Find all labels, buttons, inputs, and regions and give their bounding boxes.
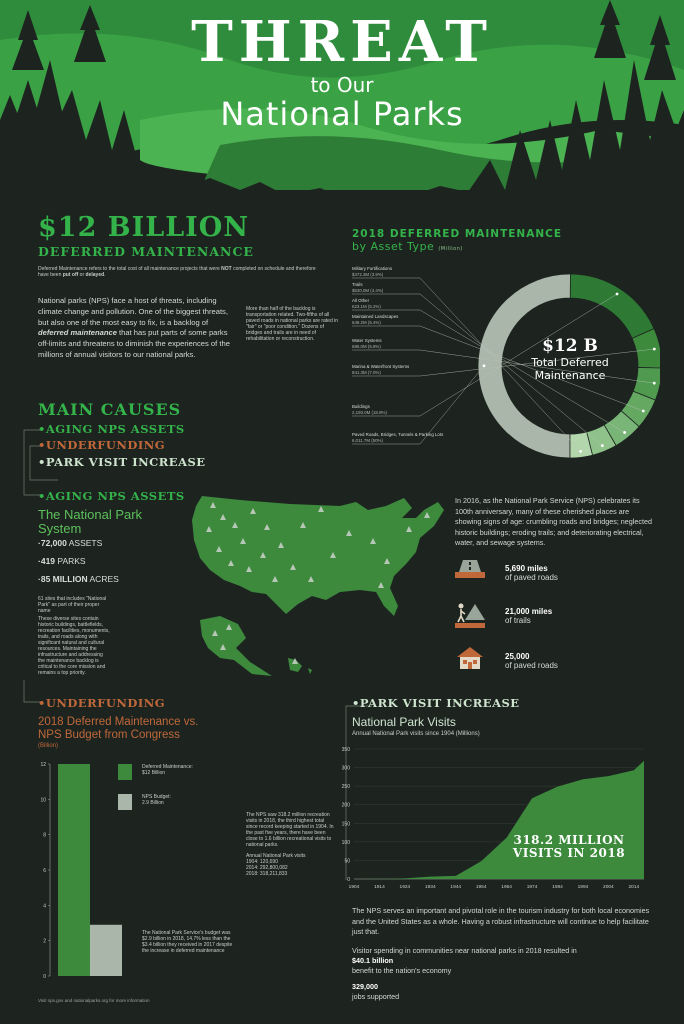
- transport-note: More than half of the backlog is transportation related. Two-fifths of all paved roads in national parks are rated in "fair" or "poor condition." Dozens of bridges and trails are in need of rehabilitation or reconstruction.: [246, 306, 339, 342]
- spending-label: benefit to the nation's economy: [352, 966, 452, 975]
- def-text-2: completed on schedule and therefore have been: [38, 266, 316, 278]
- visits-note: [246, 812, 336, 877]
- donut-center-line1: Total Deferred: [531, 356, 609, 369]
- donut-category-label: Buildings: [352, 404, 370, 409]
- spending-block: [352, 946, 652, 1002]
- legend-dm-value: $12 Billion: [142, 770, 166, 776]
- visits-title: •PARK VISIT INCREASE: [352, 696, 520, 710]
- visits-chart-title: National Park Visits: [352, 715, 456, 729]
- area-y-tick-label: 300: [341, 765, 350, 772]
- donut-value-label: $530.0M (4.4%): [352, 288, 384, 293]
- cause-underfunding-label: UNDERFUNDING: [45, 438, 166, 452]
- bar-y-tick-label: 0: [43, 974, 46, 980]
- legend-dm-label: Deferred Maintenance:: [142, 764, 193, 770]
- budget-bar-chart: [30, 758, 140, 984]
- def-put-off: put off: [62, 272, 79, 278]
- stat-parks: ·419 PARKS: [38, 556, 86, 566]
- asset-chart-title: [352, 228, 562, 253]
- visits-callout-num: 318.2 MILLION: [513, 833, 625, 847]
- underfunding-title-label: UNDERFUNDING: [45, 696, 166, 710]
- budget-note: The National Park Service's budget was $2.9 billion in 2018, 14.7% less than the $3.4 billion they received in 2017 despite the increase in deferred maintenance: [142, 930, 233, 954]
- stat-acres-label: ACRES: [89, 574, 119, 584]
- area-x-tick-label: 2004: [603, 885, 614, 890]
- stat-acres-num: 85 MILLION: [40, 574, 88, 584]
- fact-roads: [505, 564, 558, 582]
- visits-list-item: 1904: 120,690: [246, 859, 278, 865]
- donut-leader-dot: [616, 293, 619, 296]
- fact-roads-label: of paved roads: [505, 573, 558, 582]
- donut-leader-dot: [653, 348, 656, 351]
- legend-dm-swatch: [118, 764, 132, 780]
- donut-value-label: 649.2M (5.4%): [352, 320, 381, 325]
- footer-note: Visit nps.gov and nationalparks.org for more information: [38, 998, 150, 1003]
- intro-emphasis: deferred maintenance: [38, 328, 117, 338]
- fact-trails-num: 21,000 miles: [505, 607, 553, 616]
- stat-assets: ·72,000 ASSETS: [38, 538, 103, 548]
- area-x-tick-label: 1984: [552, 885, 563, 890]
- donut-category-label: Maintained Landscapes: [352, 314, 399, 319]
- stat-assets-label: ASSETS: [68, 538, 103, 548]
- donut-center-amount: $12 B: [542, 336, 598, 356]
- budget-chart-title: [38, 716, 198, 750]
- bar-y-tick-label: 10: [40, 797, 46, 804]
- area-x-tick-label: 1934: [424, 885, 436, 890]
- aging-intro: In 2016, as the National Park Service (NPS) celebrates its 100th anniversary, many of these cherished places are showing signs of age: crumbling roads and bridges; neglected historic buildings; eroding trails; and deteriorating electrical, water, and sewage systems.: [455, 496, 652, 547]
- area-y-tick-label: 200: [341, 802, 350, 809]
- visits-body: The NPS serves an important and pivotal role in the tourism industry for both local economies and the United States as a whole. Having a robust infrastructure will continue to help facilitate just that.: [352, 906, 650, 936]
- title-threat: THREAT: [191, 9, 493, 75]
- visits-callout: [504, 834, 634, 860]
- donut-category-label: Military Fortifications: [352, 266, 393, 271]
- cause-visits-label: PARK VISIT INCREASE: [45, 455, 206, 469]
- donut-leader-dot: [579, 450, 582, 453]
- hiker-icon: [455, 600, 485, 628]
- def-text-1: Deferred Maintenance refers to the total cost of all maintenance projects that were: [38, 266, 222, 272]
- road-icon: [455, 560, 485, 584]
- deferred-amount: $12 BILLION: [38, 212, 250, 243]
- sites-note: 61 sites that includes "National Park" as part of their proper name: [38, 596, 107, 614]
- donut-center: [500, 336, 640, 382]
- area-y-tick-label: 0: [347, 877, 350, 883]
- visits-callout-label: VISITS IN 2018: [512, 846, 626, 860]
- aging-title-label: AGING NPS ASSETS: [45, 489, 185, 503]
- fact-buildings-num: 25,000: [505, 652, 530, 661]
- area-y-tick-label: 150: [341, 821, 350, 828]
- area-x-tick-label: 1904: [348, 885, 360, 890]
- fact-trails-label: of trails: [505, 616, 531, 625]
- cause-aging: •AGING NPS ASSETS: [38, 422, 185, 436]
- bar-y-tick-label: 6: [43, 868, 46, 874]
- bar-y-tick-label: 12: [40, 762, 46, 768]
- budget-bar: [90, 925, 122, 976]
- park-system-line1: The National Park: [38, 507, 143, 522]
- main-causes-title: MAIN CAUSES: [38, 400, 182, 419]
- jobs-num: 329,000: [352, 982, 378, 991]
- asset-title-unit: (Million): [438, 246, 463, 252]
- deferred-definition: [38, 266, 318, 278]
- area-x-tick-label: 1924: [399, 885, 411, 890]
- donut-category-label: Marina & Waterfront Systems: [352, 364, 410, 369]
- visits-list-item: 2014: 292,800,082: [246, 865, 288, 871]
- spending-intro: Visitor spending in communities near national parks in 2018 resulted in: [352, 946, 577, 955]
- area-y-tick-label: 100: [341, 839, 350, 846]
- donut-category-label: Trails: [352, 282, 363, 287]
- donut-leader-dot: [601, 444, 604, 447]
- title-to-our: to Our: [310, 73, 374, 97]
- area-x-tick-label: 2014: [628, 885, 640, 890]
- spending-num: $40.1 billion: [352, 956, 394, 965]
- park-system-title: [38, 508, 142, 536]
- cause-aging-label: AGING NPS ASSETS: [45, 422, 185, 436]
- donut-leader-dot: [623, 431, 626, 434]
- bar-y-tick-label: 4: [43, 903, 46, 910]
- legend-budget: [142, 794, 171, 806]
- donut-value-label: $472.3M (3.9%): [352, 272, 384, 277]
- def-delayed: delayed: [85, 272, 105, 278]
- fact-trails: [505, 607, 552, 625]
- jobs-label: jobs supported: [352, 992, 400, 1001]
- stat-parks-num: 419: [40, 556, 56, 566]
- asset-title-line2: by Asset Type: [352, 240, 435, 253]
- fact-buildings: [505, 652, 558, 670]
- area-x-tick-label: 1994: [577, 885, 589, 890]
- visits-list-title: Annual National Park visits: [246, 853, 306, 859]
- donut-value-label: 841.3M (7.0%): [352, 370, 381, 375]
- area-x-tick-label: 1964: [501, 885, 512, 890]
- budget-title-line2: NPS Budget from Congress: [38, 729, 180, 741]
- stat-acres: ·85 MILLION ACRES: [38, 574, 119, 584]
- aging-title: •AGING NPS ASSETS: [38, 489, 185, 503]
- donut-value-label: 6,011.7M (50%): [352, 438, 383, 443]
- def-or: or: [78, 272, 86, 278]
- donut-slice: [570, 274, 654, 338]
- visits-area: [354, 761, 644, 879]
- budget-title-line1: 2018 Deferred Maintenance vs.: [38, 716, 199, 728]
- us-map: [180, 488, 450, 688]
- intro-paragraph: [38, 296, 240, 361]
- budget-title-unit: (Billion): [38, 743, 59, 749]
- asset-title-line1: 2018 DEFERRED MAINTENANCE: [352, 228, 563, 240]
- title-national-parks: National Parks: [220, 95, 464, 133]
- stat-parks-label: PARKS: [57, 556, 86, 566]
- donut-category-label: All Other: [352, 298, 370, 303]
- bar-y-tick-label: 2: [43, 938, 46, 945]
- stat-assets-num: 72,000: [40, 538, 67, 548]
- area-y-tick-label: 250: [341, 784, 350, 791]
- park-system-line2: System: [38, 521, 82, 536]
- donut-value-label: 2,193.0M (18.8%): [352, 410, 387, 415]
- area-y-tick-label: 350: [341, 747, 350, 753]
- donut-leader-dot: [653, 382, 656, 385]
- donut-category-label: Water Systems: [352, 338, 382, 343]
- diverse-note: These diverse sites contain historic buildings, battlefields, recreation facilities, monuments, trails, and roads along with significant natural and cultural resources. Maintaining the infrastructure and addressing the maintenance backlog is critical to the core mission and remains a top priority.: [38, 616, 110, 676]
- legend-budget-swatch: [118, 794, 132, 810]
- cause-visits: •PARK VISIT INCREASE: [38, 455, 206, 469]
- visits-list-item: 2018: 318,211,833: [246, 871, 288, 877]
- fact-roads-num: 5,690 miles: [505, 564, 548, 573]
- fact-buildings-label: of paved roads: [505, 661, 558, 670]
- deferred-block: [38, 212, 278, 260]
- def-not: NOT: [221, 266, 232, 272]
- bar-y-tick-label: 8: [43, 832, 46, 839]
- visits-chart-subtitle: Annual National Park visits since 1904 (Millions): [352, 731, 480, 737]
- area-x-tick-label: 1914: [374, 885, 385, 890]
- donut-value-label: 685.0M (5.8%): [352, 344, 381, 349]
- area-x-tick-label: 1974: [526, 885, 538, 890]
- underfunding-title: •UNDERFUNDING: [38, 696, 166, 710]
- donut-center-line2: Maintenance: [534, 369, 606, 382]
- area-x-tick-label: 1944: [450, 885, 462, 890]
- intro-text-2: that has put parts of some parks off-limits and threatens to diminish the experiences of the millions of annual visitors to our national parks.: [38, 328, 230, 359]
- house-icon: [455, 645, 485, 671]
- area-x-tick-label: 1954: [475, 885, 487, 890]
- visits-note-text: The NPS saw 318.2 million recreation visits in 2018, the third highest total since record keeping started in 1904. In the past five years, there have been close to 1.6 billion recreational visits to national parks.: [246, 812, 334, 848]
- def-end: .: [104, 272, 106, 278]
- cause-underfunding: •UNDERFUNDING: [38, 438, 166, 452]
- legend-dm: [142, 764, 193, 776]
- visits-area-chart: [330, 745, 660, 895]
- donut-leader-dot: [642, 410, 645, 413]
- donut-leader-dot: [483, 364, 486, 367]
- deferred-subtitle: DEFERRED MAINTENANCE: [38, 244, 254, 259]
- system-stats: [38, 538, 168, 592]
- legend-budget-label: NPS Budget:: [142, 794, 171, 800]
- area-y-tick-label: 50: [344, 858, 350, 865]
- intro-text-1: National parks (NPS) face a host of threats, including climate change and pollution. One of the biggest threats, but also one of the most easy to fix, is a backlog of: [38, 296, 228, 327]
- banner-title: [0, 9, 684, 133]
- donut-category-label: Paved Roads, Bridges, Tunnels & Parking Lots: [352, 432, 444, 437]
- visits-title-label: PARK VISIT INCREASE: [359, 696, 520, 710]
- budget-bar: [58, 764, 90, 976]
- donut-value-label: 623.1M (5.2%): [352, 304, 381, 309]
- legend-budget-value: 2.9 Billion: [142, 800, 164, 806]
